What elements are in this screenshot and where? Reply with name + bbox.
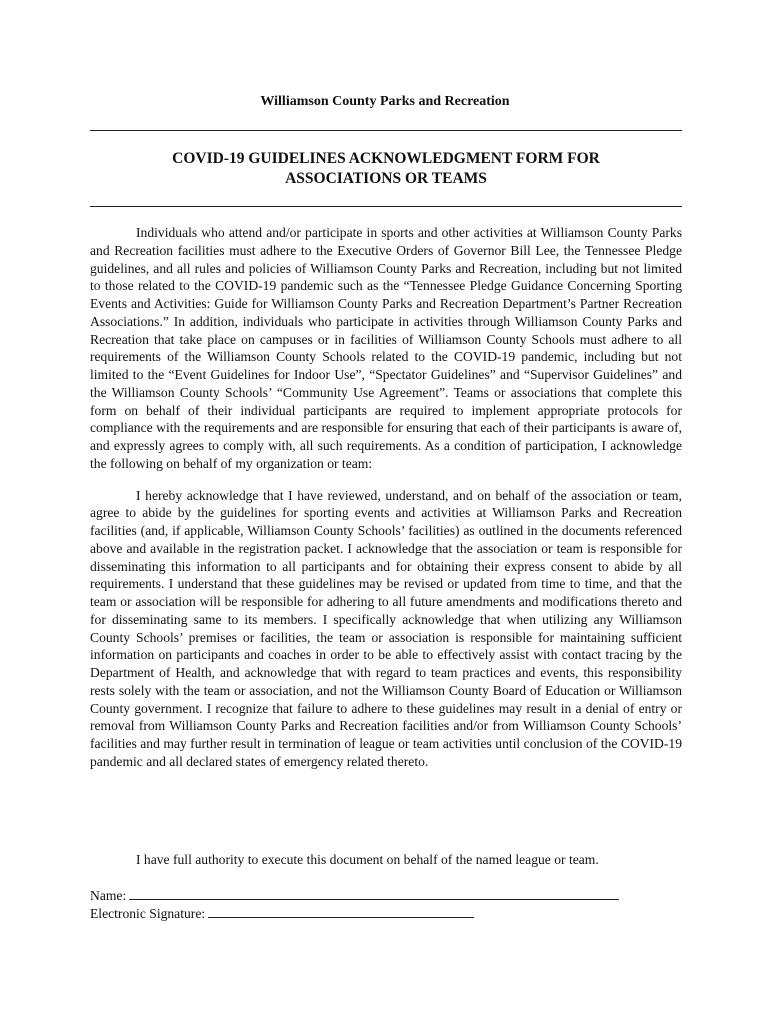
form-title-line-1: COVID-19 GUIDELINES ACKNOWLEDGMENT FORM FOR [172,150,600,167]
signature-label: Electronic Signature: [90,906,206,921]
name-label: Name: [90,888,127,903]
acknowledgment-paragraph: I hereby acknowledge that I have reviewed, understand, and on behalf of the association or team, agree to abide by the guidelines for sporting events and activities at Williamson Parks and Recreation facilities (and, if applicable, Williamson County Schools’ facilities) as outlined in the documents referenced above and available in the registration packet. I acknowledge that the association or team is responsible for disseminating this information to all participants and for obtaining their express consent to abide by all requirements. I understand that these guidelines may be revised or updated from time to time, and that the team or association will be responsible for adhering to all future amendments and modifications thereto and for disseminating same to its members. I specifically acknowledge that when utilizing any Williamson County Schools’ premises or facilities, the team or association is responsible for maintaining sufficient information on participants and coaches in order to be able to effectively assist with contact tracing by the Department of Health, and acknowledge that with regard to team practices and events, this responsibility rests solely with the team or association, and not the Williamson County Board of Education or Williamson County government. I recognize that failure to adhere to these guidelines may result in a denial of entry or removal from Williamson County Parks and Recreation facilities and/or from Williamson County Schools’ facilities and may further result in termination of league or team activities until conclusion of the COVID-19 pandemic and all declared states of emergency related thereto. [90,487,682,769]
organization-header: Williamson County Parks and Recreation [260,94,510,109]
name-input-line[interactable] [129,886,619,900]
name-field [90,886,619,905]
form-body [90,224,682,785]
signature-field [90,904,474,923]
bottom-divider [90,206,682,207]
signature-input-line[interactable] [208,904,474,918]
intro-paragraph: Individuals who attend and/or participate in sports and other activities at Williamson County Parks and Recreation facilities must adhere to the Executive Orders of Governor Bill Lee, the Tennessee Pledge guidelines, and all rules and policies of Williamson County Parks and Recreation, including but not limited to those related to the COVID-19 pandemic such as the “Tennessee Pledge Guidance Concerning Sporting Events and Activities: Guide for Williamson County Parks and Recreation Department’s Partner Recreation Associations.” In addition, individuals who participate in activities through Williamson County Parks and Recreation that take place on campuses or in facilities of Williamson County Schools must adhere to all requirements of the Williamson County Schools related to the COVID-19 pandemic, including but not limited to the “Event Guidelines for Indoor Use”, “Spectator Guidelines” and “Supervisor Guidelines” and the Williamson County Schools’ “Community Use Agreement”. Teams or associations that complete this form on behalf of their individual participants are required to implement appropriate protocols for compliance with the requirements and are responsible for ensuring that each of their participants is aware of, and expressly agrees to comply with, all such requirements. As a condition of participation, I acknowledge the following on behalf of my organization or team: [90,225,682,471]
authority-statement: I have full authority to execute this document on behalf of the named league or team. [136,852,599,867]
form-title-line-2: ASSOCIATIONS OR TEAMS [285,170,487,187]
form-title [90,149,682,189]
top-divider [90,130,682,131]
